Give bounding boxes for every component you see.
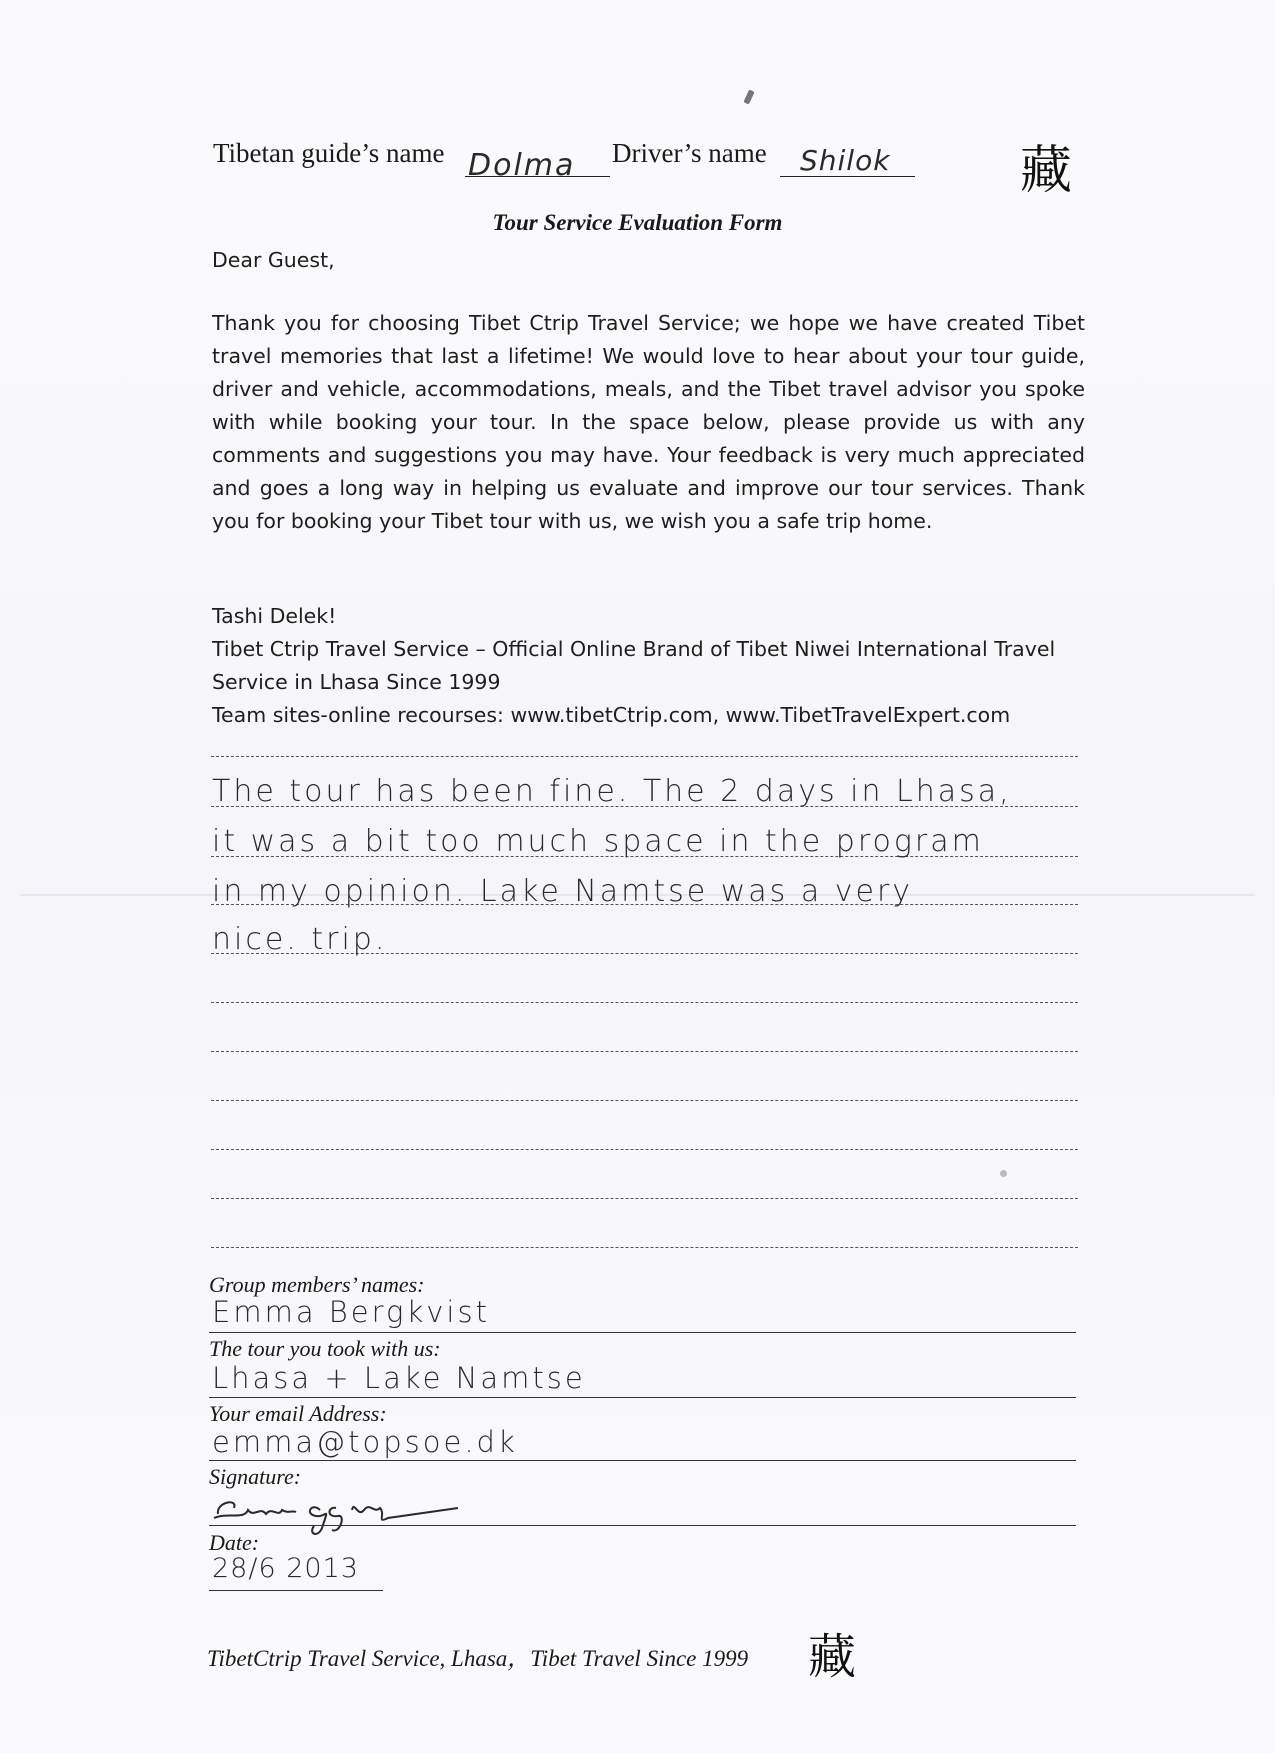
date-value: 28/6 2013: [212, 1553, 359, 1584]
letter-sign-off: [212, 600, 1085, 732]
driver-label: Driver’s name: [612, 138, 767, 168]
comment-line: [211, 1002, 1078, 1003]
guide-name-value: Dolma: [468, 148, 576, 183]
letter-body: Thank you for choosing Tibet Ctrip Travel Service; we hope we have created Tibet travel memories that last a lifetime! We would love to hear about your tour guide, driver and vehicle, accommodations, meals, and the Tibet travel advisor you spoke with while booking your tour. In the space below, please provide us with any comments and suggestions you may have. Your feedback is very much appreciated and goes a long way in helping us evaluate and improve our tour services. Thank you for booking your Tibet tour with us, we wish you a safe trip home.: [212, 311, 1085, 533]
tour-label: The tour you took with us:: [209, 1336, 441, 1361]
form-title: Tour Service Evaluation Form: [492, 210, 783, 235]
members-label: Group members’ names:: [209, 1272, 425, 1297]
email-label: Your email Address:: [209, 1401, 387, 1426]
comment-text-line: The tour has been fine. The 2 days in Lhasa,: [212, 774, 1012, 809]
company-line: Tibet Ctrip Travel Service – Official Online Brand of Tibet Niwei International Travel Service in Lhasa Since 1999: [212, 637, 1056, 694]
comment-line: [211, 756, 1078, 757]
tibet-emblem-glyph: 藏: [1020, 141, 1073, 201]
guide-driver-row: [213, 138, 444, 169]
comment-line: [211, 1100, 1078, 1101]
comment-text-line: in my opinion. Lake Namtse was a very: [212, 874, 914, 909]
greeting: Dear Guest,: [212, 248, 335, 272]
comment-line: [211, 1051, 1078, 1052]
date-line: [209, 1590, 383, 1591]
footer-text: TibetCtrip Travel Service, Lhasa，Tibet Travel Since 1999: [207, 1646, 749, 1671]
closing-greeting: Tashi Delek!: [212, 604, 337, 628]
team-sites: Team sites-online recourses: www.tibetCtrip.com, www.TibetTravelExpert.com: [212, 703, 1011, 727]
paper-dot: [1000, 1170, 1007, 1177]
comment-line: [211, 1149, 1078, 1150]
comment-line: [211, 1198, 1078, 1199]
date-label: Date:: [209, 1530, 260, 1555]
signature-line: [209, 1525, 1076, 1526]
members-value: Emma Bergkvist: [212, 1295, 490, 1329]
driver-name-value: Shilok: [800, 144, 891, 177]
comment-line: [211, 1247, 1078, 1248]
email-line: [209, 1460, 1076, 1461]
members-line: [209, 1332, 1076, 1333]
comment-text-line: nice. trip.: [212, 922, 388, 957]
paper-speck: [743, 89, 754, 104]
guide-label: Tibetan guide’s name: [213, 138, 445, 168]
tour-line: [209, 1397, 1076, 1398]
email-value: emma@topsoe.dk: [212, 1425, 518, 1459]
footer-emblem-glyph: 藏: [808, 1629, 857, 1685]
tour-value: Lhasa + Lake Namtse: [212, 1361, 586, 1395]
signature-label: Signature:: [209, 1464, 302, 1489]
comment-text-line: it was a bit too much space in the program: [212, 824, 984, 859]
